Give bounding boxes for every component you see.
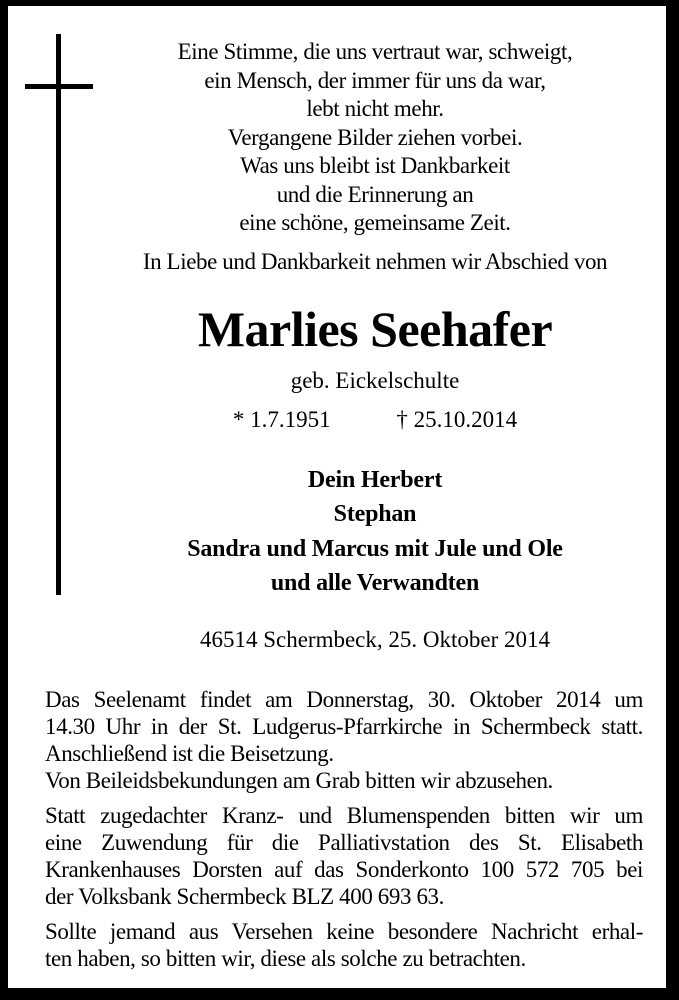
paragraph-line: 14.30 Uhr in der St. Ludgerus-Pfarrkirche in Schermbeck statt. (45, 713, 643, 739)
poem-line: Was uns bleibt ist Dankbarkeit (240, 153, 510, 178)
paragraph-line: Anschließend ist die Beisetzung. (45, 740, 334, 766)
cross-horizontal-bar (25, 84, 93, 89)
announcement-paragraphs (45, 686, 643, 972)
paragraph-line: eine Zuwendung für die Palliativstation des St. Elisabeth (45, 829, 643, 855)
paragraph-line: ten haben, so bitten wir, diese als solche zu betrachten. (45, 945, 526, 971)
poem-line: und die Erinnerung an (276, 181, 474, 207)
memorial-poem (84, 6, 666, 238)
notice-paragraph (45, 918, 643, 972)
paragraph-line: der Volksbank Schermbeck BLZ 400 693 63. (45, 883, 445, 909)
cross-vertical-stem (56, 34, 61, 595)
farewell-intro: In Liebe und Dankbarkeit nehmen wir Abschied von (142, 248, 608, 274)
mourner-line: Dein Herbert (307, 466, 443, 493)
donation-paragraph (45, 802, 643, 910)
death-date: † 25.10.2014 (396, 406, 518, 432)
paragraph-line: Von Beileidsbekundungen am Grab bitten wir abzusehen. (45, 767, 553, 793)
place-and-date: 46514 Schermbeck, 25. Oktober 2014 (199, 626, 551, 652)
paragraph-line: Das Seelenamt findet am Donnerstag, 30. Oktober 2014 um (45, 686, 643, 712)
deceased-name: Marlies Seehafer (197, 300, 553, 357)
life-dates (84, 406, 666, 434)
mourner-line: Stephan (333, 501, 417, 527)
mourners-list (84, 463, 666, 601)
birth-date: * 1.7.1951 (232, 406, 331, 432)
mourner-line: Sandra und Marcus mit Jule und Ole (187, 535, 563, 562)
poem-line: lebt nicht mehr. (306, 96, 444, 121)
centered-content (84, 6, 666, 654)
paragraph-line: Sollte jemand aus Versehen keine besondere Nachricht erhal- (45, 918, 643, 944)
poem-line: ein Mensch, der immer für uns da war, (204, 67, 546, 93)
poem-line: Vergangene Bilder ziehen vorbei. (227, 124, 523, 150)
poem-line: eine schöne, gemeinsame Zeit. (239, 210, 511, 235)
obituary-page (8, 6, 666, 988)
maiden-name: geb. Eickelschulte (290, 367, 460, 393)
paragraph-line: Krankenhauses Dorsten auf das Sonderkonto 100 572 705 bei (45, 856, 643, 882)
poem-line: Eine Stimme, die uns vertraut war, schweigt, (177, 39, 573, 64)
mourner-line: und alle Verwandten (270, 570, 480, 596)
paragraph-line: Statt zugedachter Kranz- und Blumenspenden bitten wir um (45, 802, 643, 828)
service-paragraph (45, 686, 643, 794)
